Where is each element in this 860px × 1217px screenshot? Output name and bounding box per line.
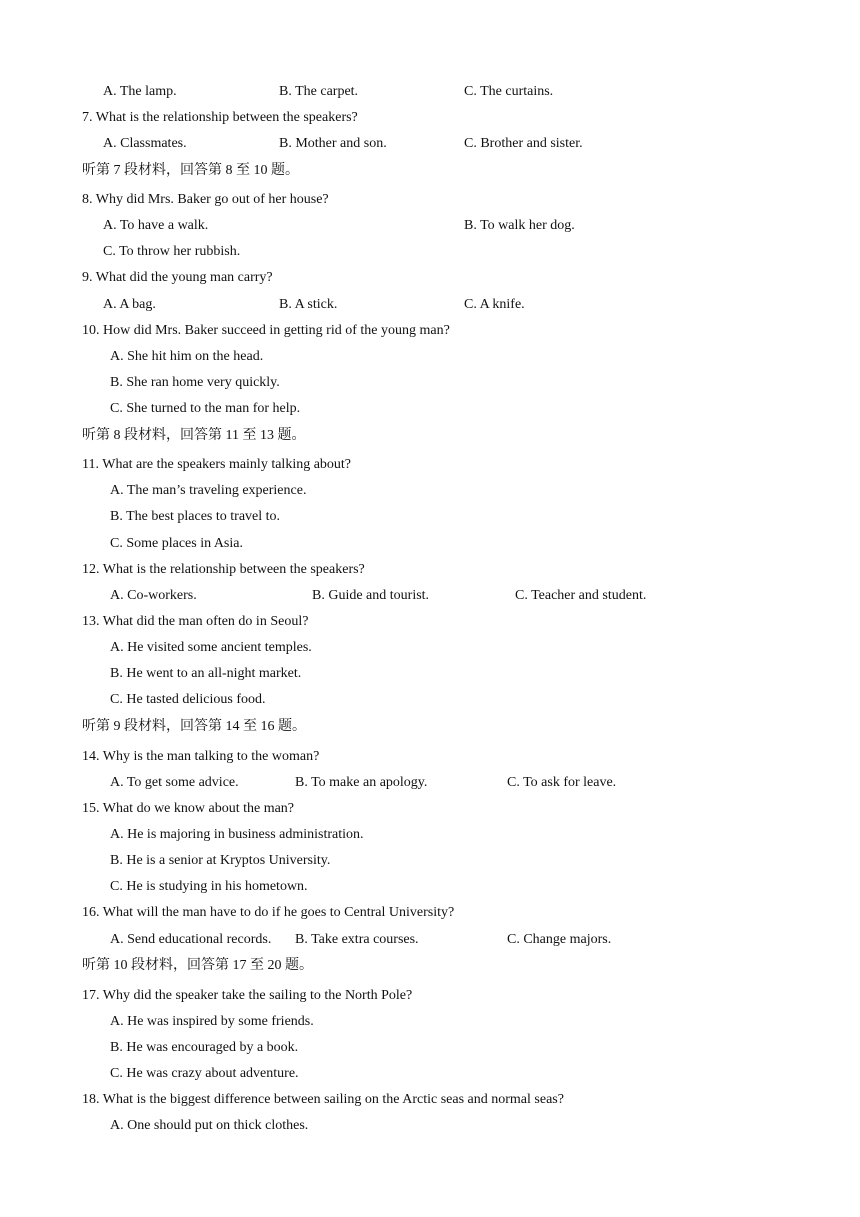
question-7: 7. What is the relationship between the speakers? — [82, 110, 358, 125]
q6-option-b: B. The carpet. — [279, 84, 359, 99]
q13-option-b: B. He went to an all-night market. — [110, 666, 302, 681]
q12-option-b: B. Guide and tourist. — [312, 588, 430, 603]
q9-option-c: C. A knife. — [464, 297, 525, 312]
q14-option-a: A. To get some advice. — [110, 775, 239, 790]
q13-option-c: C. He tasted delicious food. — [110, 692, 266, 707]
question-8: 8. Why did Mrs. Baker go out of her house? — [82, 192, 329, 207]
question-18: 18. What is the biggest difference between sailing on the Arctic seas and normal seas? — [82, 1092, 564, 1107]
question-9: 9. What did the young man carry? — [82, 270, 273, 285]
q7-option-c: C. Brother and sister. — [464, 136, 583, 151]
q14-option-c: C. To ask for leave. — [507, 775, 617, 790]
q6-option-c: C. The curtains. — [464, 84, 554, 99]
q11-option-c: C. Some places in Asia. — [110, 536, 243, 551]
q12-option-a: A. Co-workers. — [110, 588, 197, 603]
q11-option-b: B. The best places to travel to. — [110, 509, 281, 524]
q16-option-b: B. Take extra courses. — [295, 932, 419, 947]
q17-option-a: A. He was inspired by some friends. — [110, 1014, 314, 1029]
question-16: 16. What will the man have to do if he goes to Central University? — [82, 905, 455, 920]
q9-option-a: A. A bag. — [103, 297, 156, 312]
q7-option-b: B. Mother and son. — [279, 136, 387, 151]
q10-option-b: B. She ran home very quickly. — [110, 375, 280, 390]
q17-option-c: C. He was crazy about adventure. — [110, 1066, 299, 1081]
q15-option-a: A. He is majoring in business administration. — [110, 827, 364, 842]
q9-option-b: B. A stick. — [279, 297, 338, 312]
section-9-heading: 听第 9 段材料，回答第 14 至 16 题。 — [82, 719, 306, 734]
question-15: 15. What do we know about the man? — [82, 801, 295, 816]
q6-option-a: A. The lamp. — [103, 84, 177, 99]
q14-option-b: B. To make an apology. — [295, 775, 428, 790]
section-7-heading: 听第 7 段材料，回答第 8 至 10 题。 — [82, 163, 299, 178]
question-14: 14. Why is the man talking to the woman? — [82, 749, 320, 764]
q16-option-a: A. Send educational records. — [110, 932, 272, 947]
q16-option-c: C. Change majors. — [507, 932, 612, 947]
question-10: 10. How did Mrs. Baker succeed in getting rid of the young man? — [82, 323, 450, 338]
q17-option-b: B. He was encouraged by a book. — [110, 1040, 299, 1055]
question-12: 12. What is the relationship between the speakers? — [82, 562, 365, 577]
question-11: 11. What are the speakers mainly talking about? — [82, 457, 352, 472]
q8-option-c: C. To throw her rubbish. — [103, 244, 241, 259]
q15-option-b: B. He is a senior at Kryptos University. — [110, 853, 331, 868]
q10-option-c: C. She turned to the man for help. — [110, 401, 301, 416]
q8-option-a: A. To have a walk. — [103, 218, 209, 233]
question-17: 17. Why did the speaker take the sailing to the North Pole? — [82, 988, 413, 1003]
q15-option-c: C. He is studying in his hometown. — [110, 879, 308, 894]
q11-option-a: A. The man’s traveling experience. — [110, 483, 307, 498]
q10-option-a: A. She hit him on the head. — [110, 349, 264, 364]
q8-option-b: B. To walk her dog. — [464, 218, 575, 233]
q12-option-c: C. Teacher and student. — [515, 588, 647, 603]
q13-option-a: A. He visited some ancient temples. — [110, 640, 312, 655]
section-8-heading: 听第 8 段材料，回答第 11 至 13 题。 — [82, 428, 306, 443]
q7-option-a: A. Classmates. — [103, 136, 187, 151]
q18-option-a: A. One should put on thick clothes. — [110, 1118, 309, 1133]
question-13: 13. What did the man often do in Seoul? — [82, 614, 309, 629]
section-10-heading: 听第 10 段材料，回答第 17 至 20 题。 — [82, 958, 313, 973]
